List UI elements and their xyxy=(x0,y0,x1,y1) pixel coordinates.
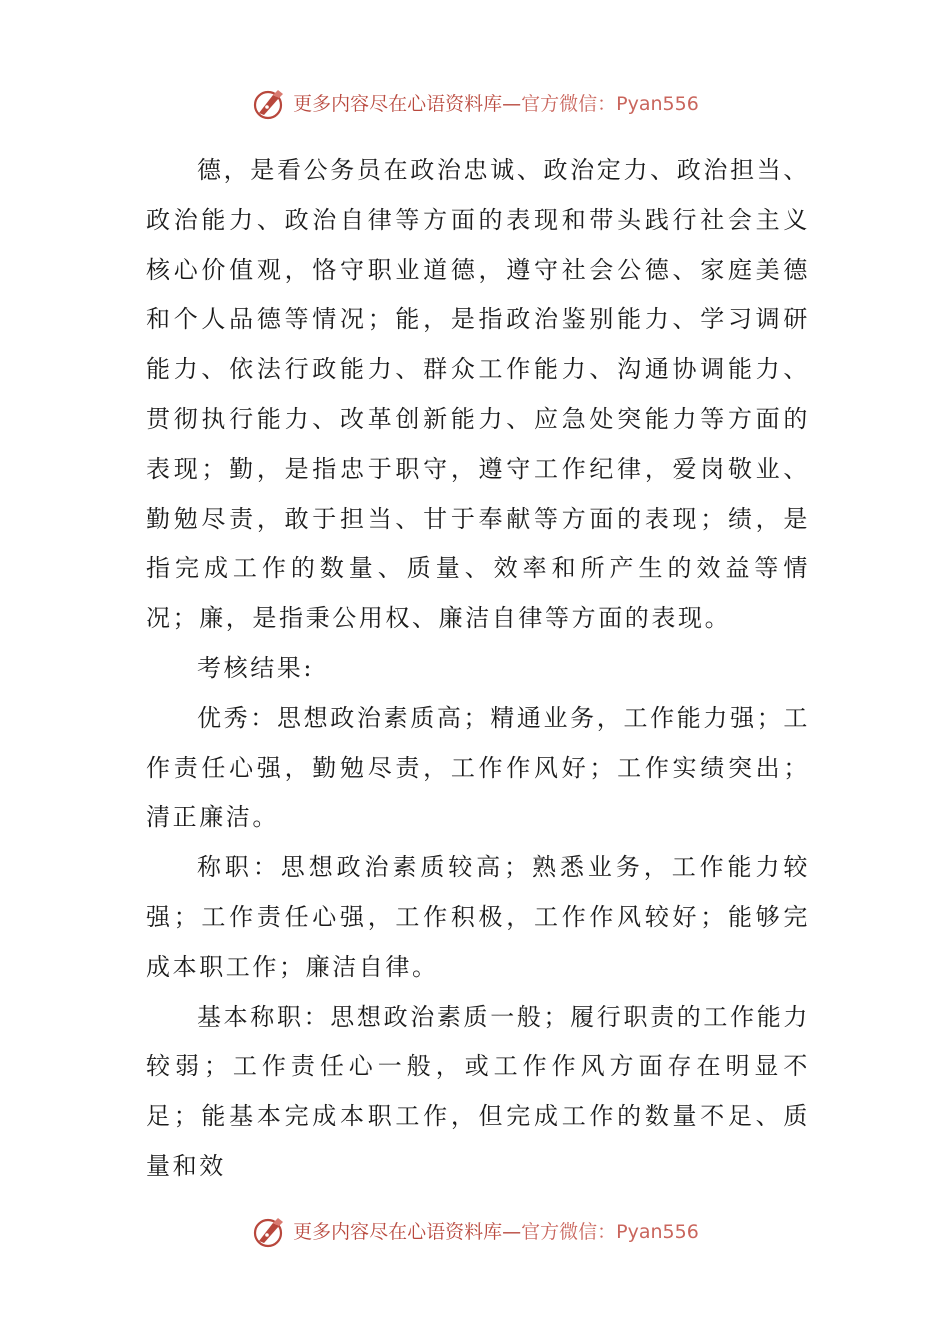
paragraph-results-heading: 考核结果: xyxy=(197,653,315,682)
document-body xyxy=(146,146,810,1192)
banner-text-wechat: 官方微信：Pyan556 xyxy=(521,1221,699,1243)
paragraph-excellent: 优秀：思想政治素质高；精通业务，工作能力强；工作责任心强，勤勉尽责，工作作风好；工作实绩突出；清正廉洁。 xyxy=(146,703,810,832)
pen-nib-circle-icon xyxy=(251,86,287,122)
header-banner xyxy=(0,86,950,122)
paragraph-basically-competent: 基本称职：思想政治素质一般；履行职责的工作能力较弱；工作责任心一般，或工作作风方面存在明显不足；能基本完成本职工作，但完成工作的数量不足、质量和效 xyxy=(146,1002,810,1180)
banner-text-main: 更多内容尽在心语资料库— xyxy=(293,93,522,115)
banner-text-wechat: 官方微信：Pyan556 xyxy=(521,93,699,115)
pen-nib-circle-icon xyxy=(251,1214,287,1250)
paragraph-criteria: 德，是看公务员在政治忠诚、政治定力、政治担当、政治能力、政治自律等方面的表现和带头践行社会主义核心价值观，恪守职业道德，遵守社会公德、家庭美德和个人品德等情况；能，是指政治鉴别能力、学习调研能力、依法行政能力、群众工作能力、沟通协调能力、贯彻执行能力、改革创新能力、应急处突能力等方面的表现；勤，是指忠于职守，遵守工作纪律，爱岗敬业、勤勉尽责，敢于担当、甘于奉献等方面的表现；绩，是指完成工作的数量、质量、效率和所产生的效益等情况；廉，是指秉公用权、廉洁自律等方面的表现。 xyxy=(146,156,810,633)
paragraph-competent: 称职：思想政治素质较高；熟悉业务，工作能力较强；工作责任心强，工作积极，工作作风较好；能够完成本职工作；廉洁自律。 xyxy=(146,853,810,981)
banner-text-main: 更多内容尽在心语资料库— xyxy=(293,1221,522,1243)
footer-banner xyxy=(0,1214,950,1250)
